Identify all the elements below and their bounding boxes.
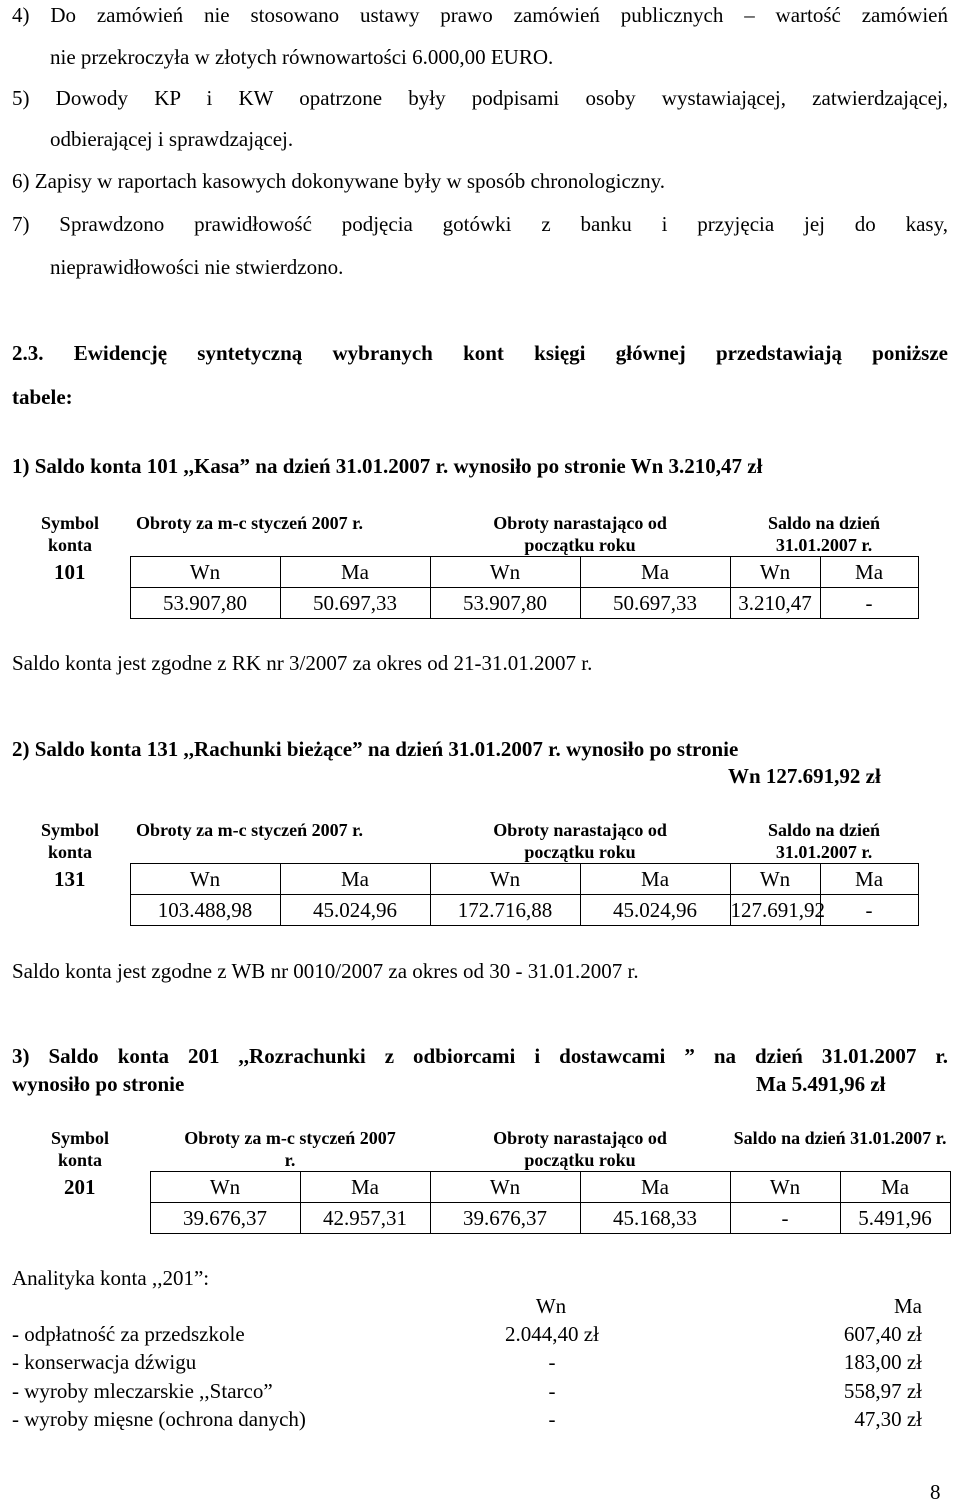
p6-line1: 6) Zapisy w raportach kasowych dokonywane były w sposób chronologiczny. [12,169,665,193]
p4-line1: 4) Do zamówień nie stosowano ustawy prawo zamówień publicznych – wartość zamówień [12,3,948,27]
wn-header: Wn [130,864,280,895]
wn-header: Wn [150,1172,300,1203]
wn-header: Wn [130,557,280,588]
section-heading-line1: 2.3. Ewidencję syntetyczną wybranych kont księgi głównej przedstawiają poniższe [12,341,948,365]
account-symbol: 101 [54,560,86,584]
value-cell: 3.210,47 [730,588,820,619]
value-cell: - [730,1203,840,1234]
value-cell: 39.676,37 [150,1203,300,1234]
obroty-header: Obroty za m-c styczeń 2007 r. [184,1128,396,1170]
value-cell: 5.491,96 [840,1203,950,1234]
section-heading-line2: tabele: [12,385,73,409]
analytics-row-label: - wyroby mleczarskie ,,Starco” [12,1379,273,1403]
symbol-header: Symbol konta [40,820,100,862]
value-cell: 50.697,33 [280,588,430,619]
ma-header: Ma [580,557,730,588]
account-symbol: 131 [54,867,86,891]
account3-title-line1: 3) Saldo konta 201 ,,Rozrachunki z odbiorcami i dostawcami ” na dzień 31.01.2007 r. [12,1044,948,1068]
value-cell: 42.957,31 [300,1203,430,1234]
page-number: 8 [930,1480,941,1504]
value-cell: - [820,588,918,619]
value-cell: 45.024,96 [280,895,430,926]
value-cell: 172.716,88 [430,895,580,926]
wn-header: Wn [730,557,820,588]
symbol-header: Symbol konta [50,1128,110,1170]
account2-title-line1: 2) Saldo konta 131 ,,Rachunki bieżące” na dzień 31.01.2007 r. wynosiło po stronie [12,737,739,761]
saldo-header: Saldo na dzień 31.01.2007 r. [733,1128,947,1148]
wn-header: Wn [430,864,580,895]
saldo-header: Saldo na dzień 31.01.2007 r. [768,513,881,555]
account3-title-line2b: Ma 5.491,96 zł [756,1072,886,1096]
account1-table [10,512,919,619]
analytics-row-wn: - [548,1407,556,1431]
analytics-row-label: - konserwacja dźwigu [12,1350,197,1374]
wn-header: Wn [730,1172,840,1203]
analytics-ma-header: Ma [894,1294,922,1318]
value-cell: 53.907,80 [430,588,580,619]
ma-header: Ma [820,864,918,895]
p7-line2: nieprawidłowości nie stwierdzono. [50,255,344,279]
analytics-row-label: - wyroby mięsne (ochrona danych) [12,1407,306,1431]
saldo-header: Saldo na dzień 31.01.2007 r. [768,820,881,862]
narast-header: Obroty narastająco od początku roku [493,513,667,555]
value-cell: 45.024,96 [580,895,730,926]
account1-title: 1) Saldo konta 101 ,,Kasa” na dzień 31.01.2007 r. wynosiło po stronie Wn 3.210,47 zł [12,454,763,478]
analytics-row-wn: - [548,1379,556,1403]
value-cell: - [820,895,918,926]
analytics-row-wn: 2.044,40 zł [505,1322,599,1346]
obroty-header: Obroty za m-c styczeń 2007 r. [136,820,363,840]
p4-line2: nie przekroczyła w złotych równowartości 6.000,00 EURO. [50,45,554,69]
narast-header: Obroty narastająco od początku roku [493,1128,667,1170]
ma-header: Ma [580,864,730,895]
analytics-row-ma: 558,97 zł [843,1379,922,1403]
wn-header: Wn [730,864,820,895]
analytics-row-wn: - [548,1350,556,1374]
value-cell: 50.697,33 [580,588,730,619]
account3-title-line2a: wynosiło po stronie [12,1072,185,1096]
value-cell: 45.168,33 [580,1203,730,1234]
analytics-wn-header: Wn [535,1294,567,1318]
account-symbol: 201 [64,1175,96,1199]
p5-line2: odbierającej i sprawdzającej. [50,127,294,151]
ma-header: Ma [820,557,918,588]
ma-header: Ma [580,1172,730,1203]
value-cell: 103.488,98 [130,895,280,926]
value-cell: 127.691,92 [730,895,820,926]
ma-header: Ma [300,1172,430,1203]
analytics-title: Analityka konta ,,201”: [12,1266,210,1290]
ma-header: Ma [280,557,430,588]
analytics-row-label: - odpłatność za przedszkole [12,1322,245,1346]
analytics-row-ma: 183,00 zł [843,1350,922,1374]
symbol-header: Symbol konta [40,513,100,555]
account3-table [10,1127,951,1234]
value-cell: 39.676,37 [430,1203,580,1234]
ma-header: Ma [840,1172,950,1203]
wn-header: Wn [430,1172,580,1203]
p5-line1: 5) Dowody KP i KW opatrzone były podpisami osoby wystawiającej, zatwierdzającej, [12,86,948,110]
obroty-header: Obroty za m-c styczeń 2007 r. [136,513,363,533]
account2-table [10,819,919,926]
value-cell: 53.907,80 [130,588,280,619]
p7-line1: 7) Sprawdzono prawidłowość podjęcia gotówki z banku i przyjęcia jej do kasy, [12,212,948,236]
ma-header: Ma [280,864,430,895]
analytics-row-ma: 47,30 zł [854,1407,922,1431]
account2-note: Saldo konta jest zgodne z WB nr 0010/2007 za okres od 30 - 31.01.2007 r. [12,959,639,983]
analytics-row-ma: 607,40 zł [843,1322,922,1346]
account2-title-line2: Wn 127.691,92 zł [728,764,881,788]
narast-header: Obroty narastająco od początku roku [493,820,667,862]
wn-header: Wn [430,557,580,588]
account1-note: Saldo konta jest zgodne z RK nr 3/2007 za okres od 21-31.01.2007 r. [12,651,593,675]
